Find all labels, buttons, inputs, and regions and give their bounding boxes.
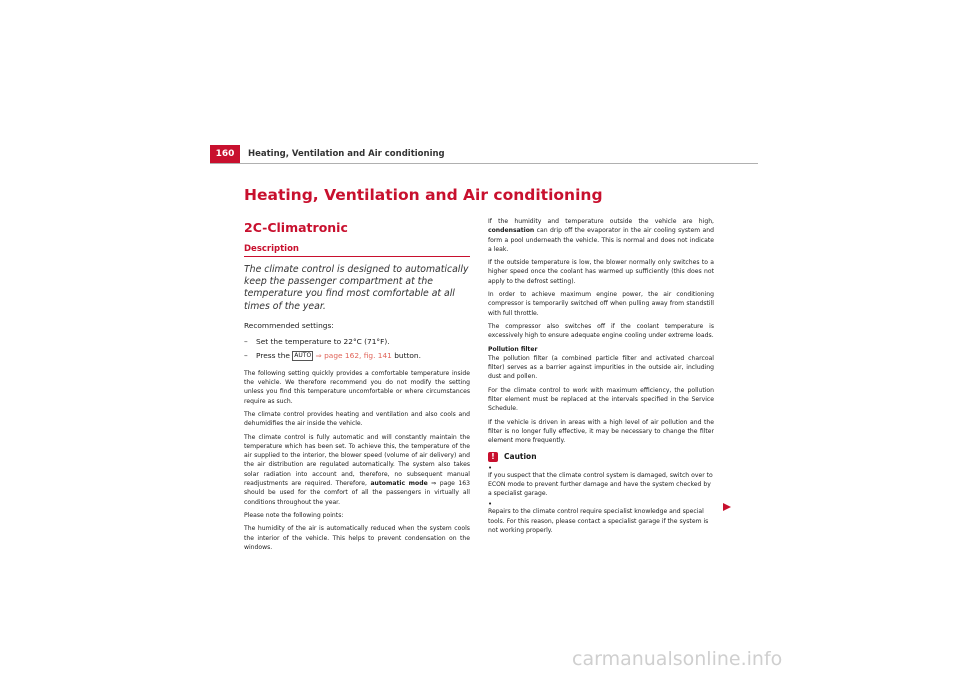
intro-text: The climate control is designed to automatically keep the passenger compartment at the temperature you find most comfortable at all times of the year. bbox=[244, 264, 469, 312]
arrow-right-icon: ⇒ bbox=[315, 350, 322, 360]
right-column bbox=[488, 217, 714, 538]
left-column bbox=[244, 244, 470, 556]
subsection-title: Description bbox=[244, 244, 470, 257]
body-paragraph: Please note the following points: bbox=[244, 511, 344, 519]
pollution-filter-heading: Pollution filter bbox=[488, 345, 538, 353]
chapter-title: Heating, Ventilation and Air conditioning bbox=[244, 186, 603, 204]
warning-icon: ! bbox=[488, 452, 498, 462]
watermark: carmanualsonline.info bbox=[572, 648, 783, 670]
recommended-steps bbox=[244, 335, 470, 363]
step-item: – Press the AUTO ⇒ page 162, fig. 141 button. bbox=[244, 349, 470, 363]
auto-key: AUTO bbox=[294, 351, 312, 359]
body-paragraph: The humidity of the air is automatically reduced when the system cools the interior of the vehicle. This helps to prevent condensation on the windows. bbox=[244, 525, 470, 551]
body-paragraph: The climate control is fully automatic and will constantly maintain the temperature which has been set. To achieve this, the temperature of the air supplied to the interior, the blower speed (volume of air delivery) and the air distribution are regulated automatically. The system also takes solar radiation into account and, therefore, no subsequent manual readjustments are required. Therefore, automatic mode ⇒ page 163 should be used for the comfort of all the passengers in virtually all conditions throughout the year. bbox=[244, 433, 471, 506]
header-rule bbox=[210, 163, 758, 164]
caution-title: Caution bbox=[504, 452, 537, 462]
caution-item: • If you suspect that the climate control system is damaged, switch over to ECON mode to prevent further damage and have the system checked by a specialist garage. bbox=[488, 463, 713, 498]
body-paragraph: If the vehicle is driven in areas with a high level of air pollution and the filter is no longer fully effective, it may be necessary to change the filter element more frequently. bbox=[488, 418, 714, 445]
bullet-icon: • bbox=[488, 463, 493, 472]
section-title: 2C-Climatronic bbox=[244, 220, 348, 235]
step-item: – Set the temperature to 22°C (71°F). bbox=[244, 335, 470, 349]
page-number: 160 bbox=[210, 145, 240, 164]
next-page-arrow-icon[interactable] bbox=[723, 503, 731, 511]
body-paragraph: In order to achieve maximum engine power, the air conditioning compressor is temporarily switched off when pulling away from standstill with full throttle. bbox=[488, 291, 714, 317]
caution-heading bbox=[488, 452, 714, 462]
body-paragraph: The climate control provides heating and ventilation and also cools and dehumidifies the air inside the vehicle. bbox=[244, 411, 470, 428]
body-paragraph: The following setting quickly provides a comfortable temperature inside the vehicle. We therefore recommend you do not modify the setting unless you find this temperature uncomfortable or where circumstances require as such. bbox=[244, 369, 470, 405]
body-paragraph: If the outside temperature is low, the blower normally only switches to a higher speed once the coolant has warmed up sufficiently (this does not apply to the defrost setting). bbox=[488, 259, 714, 285]
body-paragraph: If the humidity and temperature outside the vehicle are high, condensation can drip off the evaporator in the air cooling system and form a pool underneath the vehicle. This is normal and does not indicate a leak. bbox=[488, 218, 715, 253]
body-paragraph: The compressor also switches off if the coolant temperature is excessively high to ensure adequate engine cooling under extreme loads. bbox=[488, 322, 714, 340]
running-header: Heating, Ventilation and Air conditioning bbox=[248, 149, 445, 159]
bullet-icon: • bbox=[488, 500, 493, 509]
body-paragraph: For the climate control to work with maximum efficiency, the pollution filter element must be replaced at the intervals specified in the Service Schedule. bbox=[488, 386, 714, 413]
recommended-heading: Recommended settings: bbox=[244, 320, 334, 330]
page-reference-link[interactable]: ⇒ page 162, fig. 141 bbox=[315, 350, 392, 360]
caution-item: • Repairs to the climate control require specialist knowledge and special tools. For this reason, please contact a specialist garage if the system is not working properly. bbox=[488, 501, 714, 535]
body-paragraph: The pollution filter (a combined particle filter and activated charcoal filter) serves as a barrier against impurities in the outside air, including dust and pollen. bbox=[488, 354, 714, 381]
